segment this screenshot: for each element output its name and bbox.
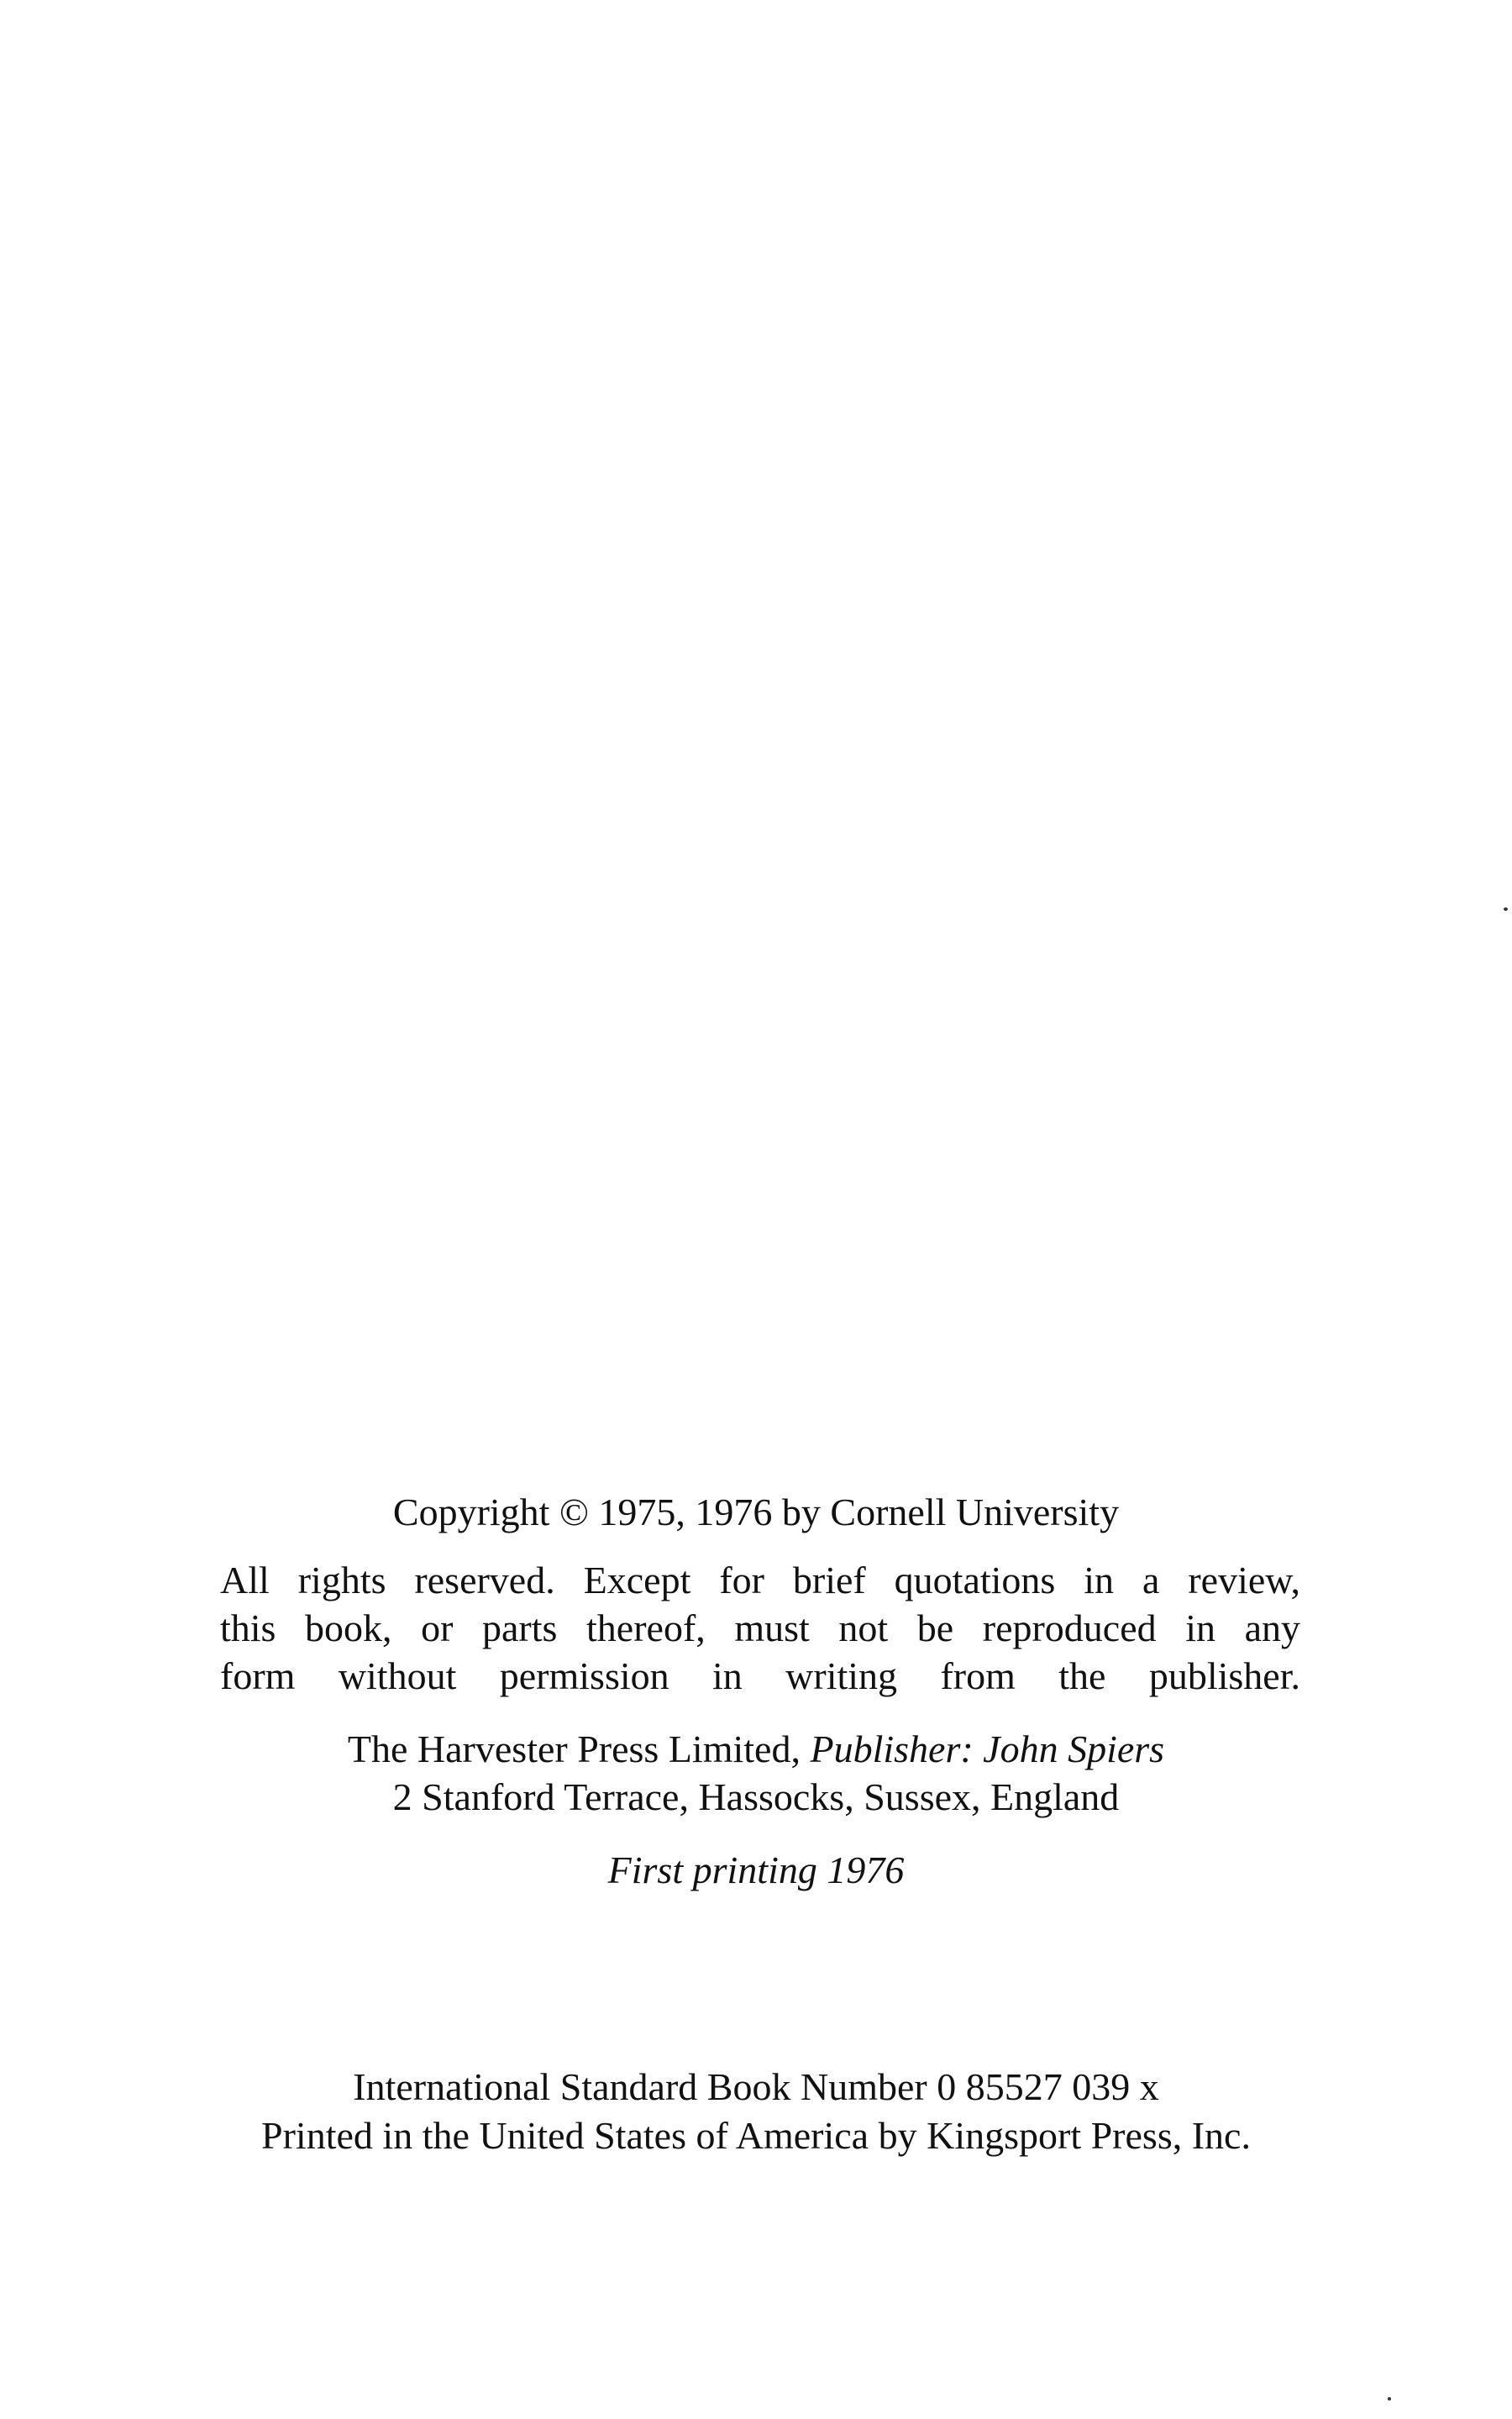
rights-line-2: this book, or parts thereof, must not be reproduced in any — [220, 1607, 1300, 1649]
publisher-address: 2 Stanford Terrace, Hassocks, Sussex, England — [392, 1775, 1120, 1818]
scan-speck — [1504, 907, 1508, 911]
first-printing: First printing 1976 — [607, 1848, 905, 1891]
isbn-line: International Standard Book Number 0 85527 039 x — [353, 2065, 1159, 2108]
rights-line-3: form without permission in writing from the publisher. — [220, 1654, 1300, 1697]
scan-speck — [1388, 2397, 1391, 2401]
publisher-name: The Harvester Press Limited, — [347, 1727, 811, 1770]
copyright-line: Copyright © 1975, 1976 by Cornell University — [392, 1491, 1120, 1533]
printer-line: Printed in the United States of America by Kingsport Press, Inc. — [261, 2114, 1251, 2157]
publisher-label: Publisher: John Spiers — [810, 1727, 1165, 1770]
rights-line-1: All rights reserved. Except for brief quotations in a review, — [220, 1559, 1300, 1601]
publisher-line — [0, 1726, 1512, 1773]
